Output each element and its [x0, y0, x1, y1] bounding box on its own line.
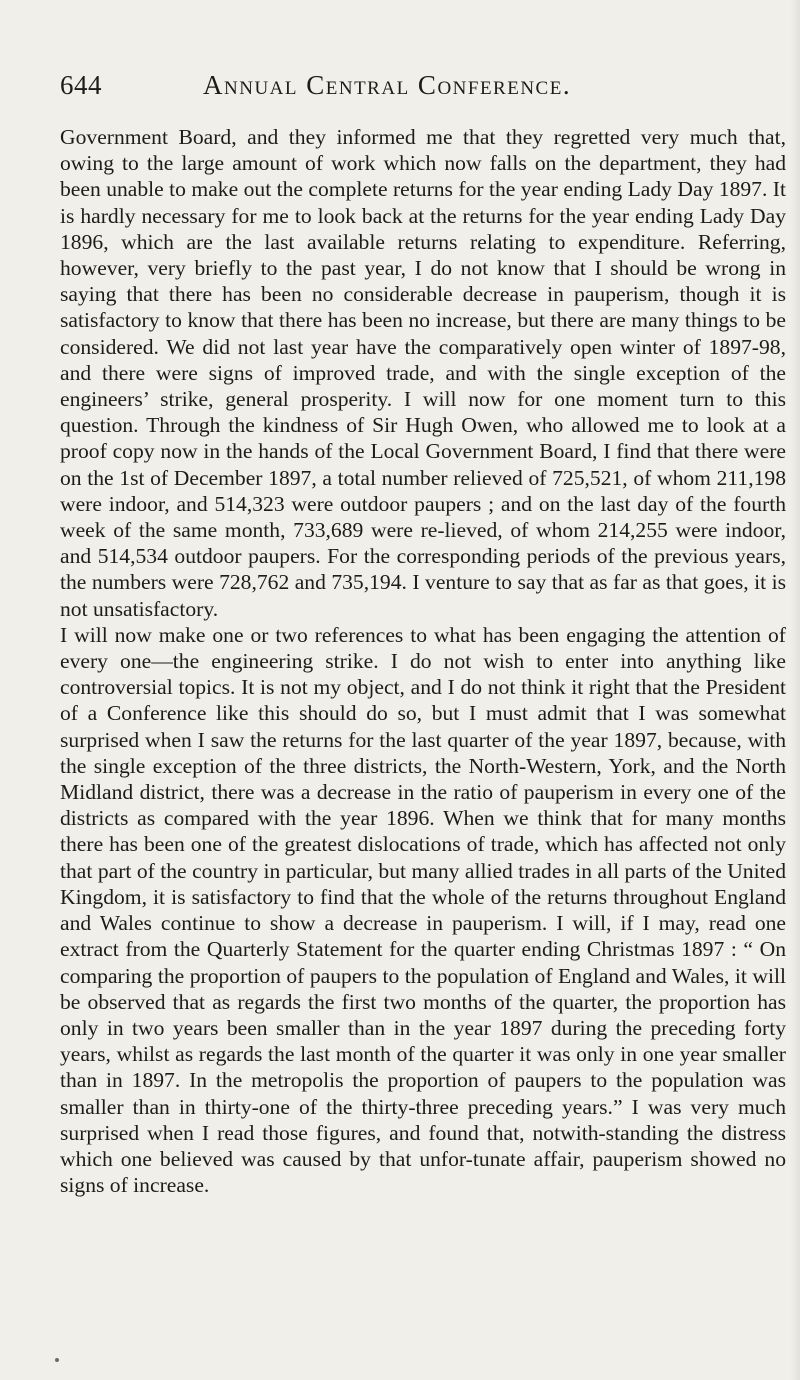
page-edge-shadow [790, 0, 800, 1380]
paragraph: I will now make one or two references to what has been engaging the attention of every one—the engineering strike. I do not wish to enter into anything like controversial topics. It is not my object, and I do not think it right that the President of a Conference like this should do so, but I must admit that I was somewhat surprised when I saw the returns for the last quarter of the year 1897, because, with the single exception of the three districts, the North-Western, York, and the North Midland district, there was a decrease in the ratio of pauperism in every one of the districts as compared with the year 1896. When we think that for many months there has been one of the greatest dislocations of trade, which has affected not only that part of the country in particular, but many allied trades in all parts of the United Kingdom, it is satisfactory to find that the whole of the returns throughout England and Wales continue to show a decrease in pauperism. I will, if I may, read one extract from the Quarterly Statement for the quarter ending Christmas 1897 : “ On comparing the proportion of paupers to the population of England and Wales, it will be observed that as regards the first two months of the quarter, the proportion has only in two years been smaller than in the year 1897 during the preceding forty years, whilst as regards the last month of the quarter it was only in one year smaller than in 1897. In the metropolis the proportion of paupers to the population was smaller than in thirty-one of the thirty-three preceding years.” I was very much surprised when I read those figures, and found that, notwith-standing the distress which one believed was caused by that unfor-tunate affair, pauperism showed no signs of increase. [60, 622, 786, 1198]
paragraph: Government Board, and they informed me that they regretted very much that, owing to the large amount of work which now falls on the department, they had been unable to make out the complete returns for the year ending Lady Day 1897. It is hardly necessary for me to look back at the returns for the year ending Lady Day 1896, which are the last available returns relating to expenditure. Referring, however, very briefly to the past year, I do not know that I should be wrong in saying that there has been no considerable decrease in pauperism, though it is satisfactory to know that there has been no increase, but there are many things to be considered. We did not last year have the comparatively open winter of 1897-98, and there were signs of improved trade, and with the single exception of the engineers’ strike, general prosperity. I will now for one moment turn to this question. Through the kindness of Sir Hugh Owen, who allowed me to look at a proof copy now in the hands of the Local Government Board, I find that there were on the 1st of December 1897, a total number relieved of 725,521, of whom 211,198 were indoor, and 514,323 were outdoor paupers ; and on the last day of the fourth week of the same month, 733,689 were re-lieved, of whom 214,255 were indoor, and 514,534 outdoor paupers. For the corresponding periods of the previous years, the numbers were 728,762 and 735,194. I venture to say that as far as that goes, it is not unsatisfactory. [60, 125, 786, 621]
running-header [60, 70, 760, 110]
body-text [60, 124, 786, 1198]
page-number: 644 [60, 70, 102, 100]
paper-speck [55, 1358, 59, 1362]
running-title: Annual Central Conference. [203, 70, 572, 100]
